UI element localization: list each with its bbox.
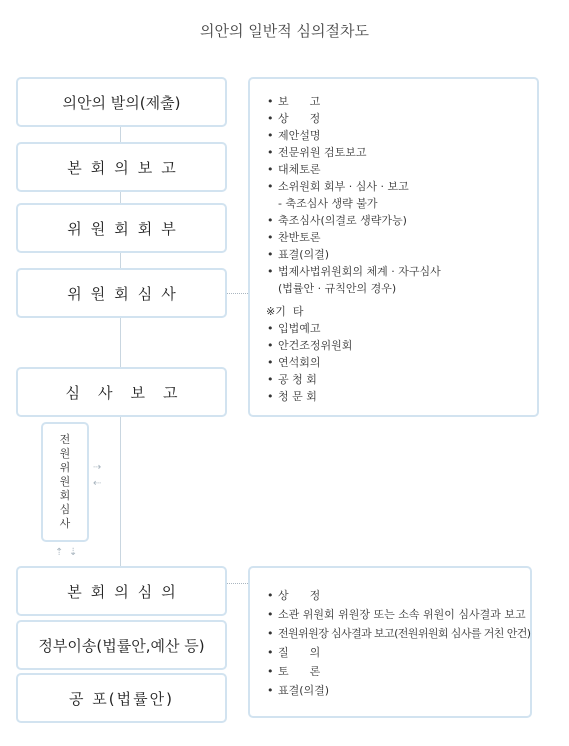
flow-connector xyxy=(120,126,121,566)
other-steps xyxy=(264,320,537,405)
list-item: • 축조심사(의결로 생략가능) xyxy=(264,212,537,229)
step-government-transfer: 정부이송(법률안,예산 등) xyxy=(16,620,227,670)
list-subitem: - 축조심사 생략 불가 xyxy=(278,197,378,210)
connector-plenary-panel xyxy=(227,583,248,584)
arrow-right-icon: ⇢ xyxy=(93,462,102,473)
arrow-down-icon: ⇣ xyxy=(69,547,78,558)
list-item: • 전원위원장 심사결과 보고(전원위원회 심사를 거친 안건) xyxy=(264,624,530,643)
step-review-report-label: 심사보고 xyxy=(65,383,196,402)
list-item: • 입법예고 xyxy=(264,320,537,337)
plenary-committee-review-box xyxy=(41,422,89,542)
list-item: • 소관 위원회 위원장 또는 소속 위원이 심사결과 보고 xyxy=(264,605,530,624)
list-item: • 안건조정위원회 xyxy=(264,337,537,354)
list-item: • 소위원회 회부 · 심사 · 보고 xyxy=(264,178,537,195)
list-item: • 표결(의결) xyxy=(264,681,530,700)
list-item: • 토 론 xyxy=(264,662,530,681)
step-committee-referral: 위원회회부 xyxy=(16,203,227,253)
page-title: 의안의 일반적 심의절차도 xyxy=(200,22,369,40)
list-item: • 표결(의결) xyxy=(264,246,537,263)
plenary-committee-char: 사 xyxy=(59,517,71,530)
plenary-committee-char: 회 xyxy=(59,489,71,502)
plenary-deliberation-steps xyxy=(264,586,530,700)
list-item: • 질 의 xyxy=(264,643,530,662)
list-item: • 제안설명 xyxy=(264,127,537,144)
step-plenary-report: 본회의보고 xyxy=(16,142,227,192)
committee-review-detail-panel xyxy=(248,77,539,417)
plenary-committee-char: 원 xyxy=(59,447,71,460)
step-bill-proposal: 의안의 발의(제출) xyxy=(16,77,227,127)
list-item: • 상 정 xyxy=(264,110,537,127)
list-subitem: (법률안 · 규칙안의 경우) xyxy=(278,282,397,295)
list-item: • 찬반토론 xyxy=(264,229,537,246)
step-promulgation: 공 포(법률안) xyxy=(16,673,227,723)
other-label: ※기 타 xyxy=(266,305,304,318)
committee-review-steps xyxy=(264,93,537,297)
list-item: • 상 정 xyxy=(264,586,530,605)
list-item: • 연석회의 xyxy=(264,354,537,371)
plenary-deliberation-detail-panel xyxy=(248,566,532,718)
step-plenary-deliberation: 본회의심의 xyxy=(16,566,227,616)
list-item: • 법제사법위원회의 체계 · 자구심사 xyxy=(264,263,537,280)
list-item: • 공 청 회 xyxy=(264,371,537,388)
plenary-committee-char: 심 xyxy=(59,503,71,516)
plenary-committee-char: 위 xyxy=(59,461,71,474)
list-item: • 청 문 회 xyxy=(264,388,537,405)
step-committee-review: 위원회심사 xyxy=(16,268,227,318)
list-item: • 보 고 xyxy=(264,93,537,110)
arrow-left-icon: ⇠ xyxy=(93,478,102,489)
list-item: • 대체토론 xyxy=(264,161,537,178)
step-review-report xyxy=(16,367,227,417)
connector-committee-panel xyxy=(227,293,248,294)
plenary-committee-char: 전 xyxy=(59,433,71,446)
plenary-committee-char: 원 xyxy=(59,475,71,488)
arrow-up-icon: ⇡ xyxy=(55,547,64,558)
list-item: • 전문위원 검토보고 xyxy=(264,144,537,161)
